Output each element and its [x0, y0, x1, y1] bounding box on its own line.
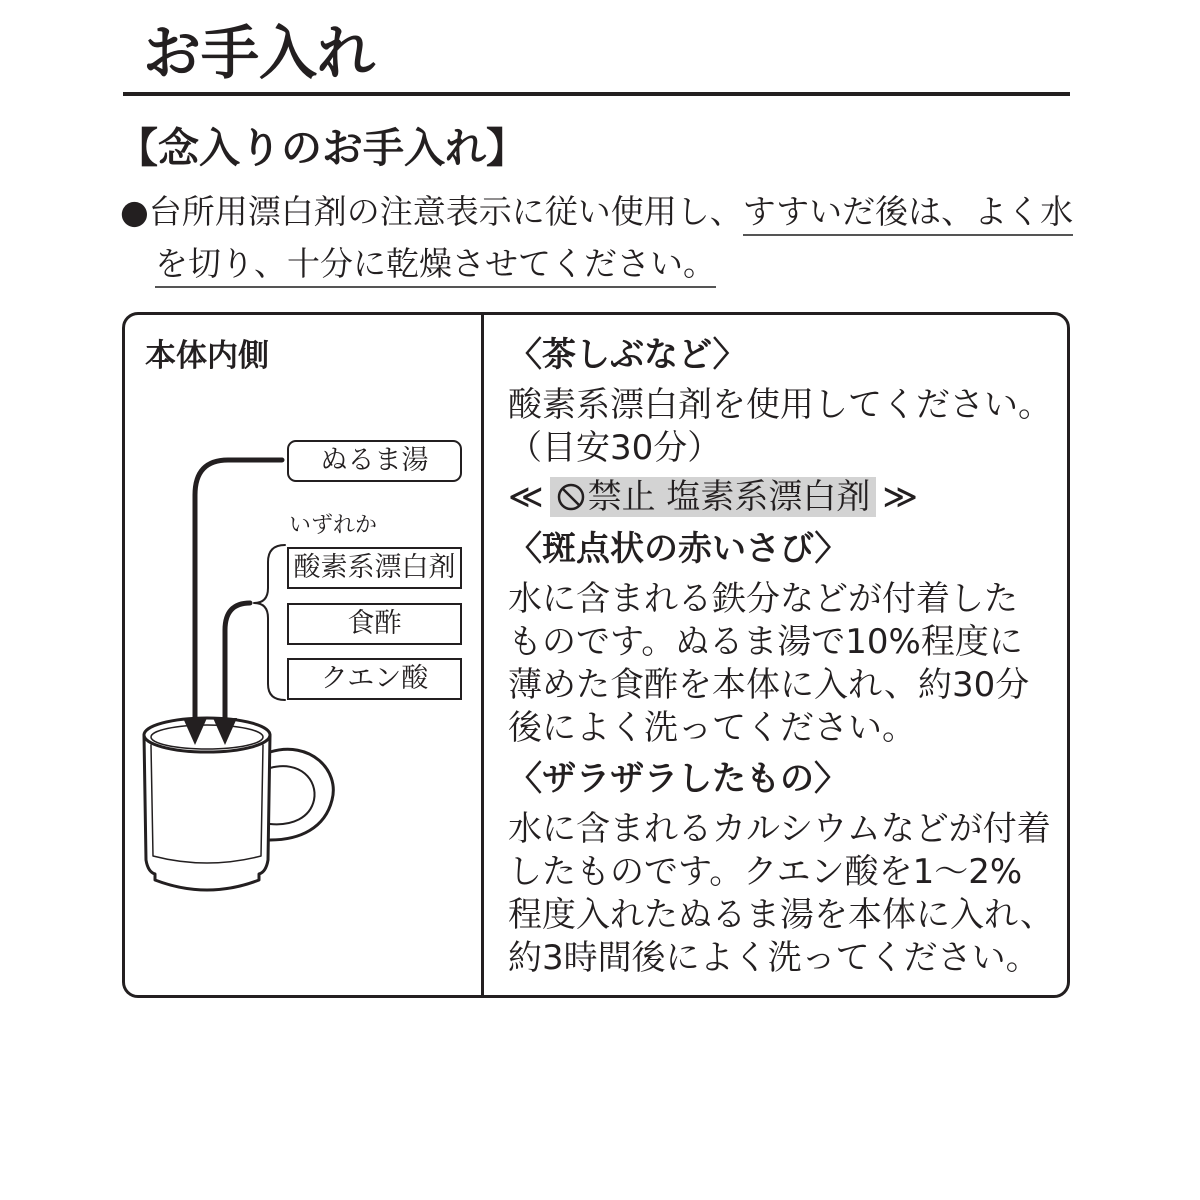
- mug-handle-inner: [270, 766, 315, 824]
- section-heading-rust-spots: 〈斑点状の赤いさび〉: [508, 529, 849, 569]
- option-citric-acid: クエン酸: [287, 658, 462, 700]
- section-line: 酸素系漂白剤を使用してください。: [508, 385, 1052, 425]
- section-heading-tea-stains: 〈茶しぶなど〉: [508, 335, 747, 375]
- section-line: 約3時間後によく洗ってください。: [508, 938, 1040, 978]
- panel-divider: [481, 315, 484, 995]
- intro-line-2: [155, 242, 716, 286]
- section-line: ものです。ぬるま湯で10%程度に: [508, 622, 1023, 662]
- section-line: 程度入れたぬるま湯を本体に入れ、: [508, 895, 1055, 935]
- mug-rim: [144, 718, 270, 752]
- intro-underlined-text: すすいだ後は、よく水: [743, 192, 1073, 236]
- intro-line-1: [120, 190, 1073, 234]
- section-line: 薄めた食酢を本体に入れ、約30分: [508, 665, 1030, 705]
- section-line: 水に含まれるカルシウムなどが付着: [508, 809, 1051, 849]
- additive-arrow: [225, 603, 250, 722]
- mug-body: [144, 735, 270, 890]
- option-oxygen-bleach: 酸素系漂白剤: [287, 547, 462, 589]
- section-heading: 【念入りのお手入れ】: [117, 124, 527, 172]
- left-panel-heading: 本体内側: [145, 338, 269, 374]
- warm-water-label: ぬるま湯: [287, 440, 462, 482]
- section-heading-scale-deposits: 〈ザラザラしたもの〉: [508, 759, 848, 799]
- warning-highlight: [550, 477, 877, 517]
- section-line: 水に含まれる鉄分などが付着した: [508, 579, 1018, 619]
- section-line: 後によく洗ってください。: [508, 708, 916, 748]
- choice-caption: いずれか: [289, 513, 378, 538]
- title-rule: [123, 92, 1070, 96]
- section-line: したものです。クエン酸を1～2%: [508, 852, 1023, 892]
- intro-text: 台所用漂白剤の注意表示に従い使用し、: [148, 192, 743, 231]
- option-vinegar: 食酢: [287, 603, 462, 645]
- section-rust-spots: [508, 528, 1068, 750]
- chlorine-warning: [508, 476, 1068, 519]
- warning-close-bracket: ≫: [882, 477, 918, 517]
- warning-open-bracket: ≪: [508, 477, 544, 517]
- section-scale-deposits: [508, 758, 1068, 980]
- mug-handle: [270, 749, 333, 840]
- mug-inner-wall: [151, 745, 263, 863]
- section-tea-stains: [508, 334, 1068, 519]
- page-title: お手入れ: [143, 19, 376, 87]
- warning-text: 禁止 塩素系漂白剤: [587, 477, 871, 517]
- bullet: ●: [120, 192, 149, 231]
- options-brace: [254, 545, 285, 700]
- right-panel: [508, 334, 1068, 980]
- intro-underlined-text-2: を切り、十分に乾燥させてください。: [155, 244, 716, 288]
- section-line: （目安30分）: [508, 428, 722, 468]
- prohibited-icon: [556, 482, 586, 512]
